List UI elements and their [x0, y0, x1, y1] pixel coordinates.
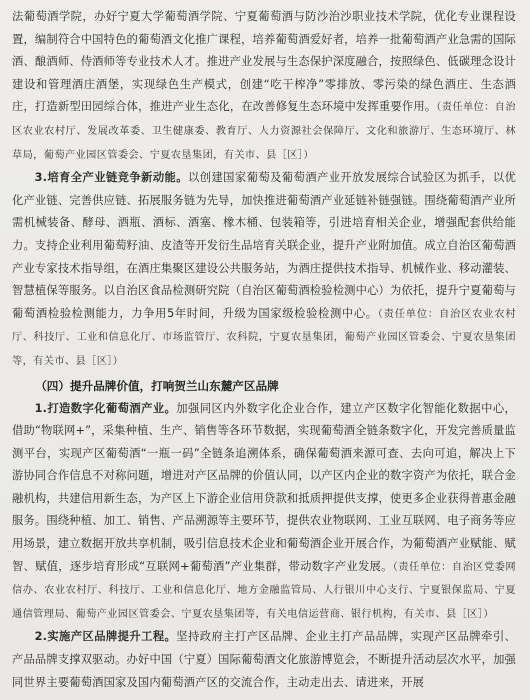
paragraph-body: 法葡萄酒学院，办好宁夏大学葡萄酒学院、宁夏葡萄酒与防沙治沙职业技术学院，优化专业课程设置，编制符合中国特色的葡萄酒文化推广课程，培养葡萄酒爱好者，培养一批葡萄酒产业急需的国际酒、酿酒师、侍酒师等专业技术人才。推进产业发展与生态保护深度融合，按照绿色、低碳理念设计建设和管理酒庄酒堡，实现绿色生产模式，创建“吃干榨净”零排放、零污染的绿色酒庄、生态酒庄，打造新型田园综合体，推进产业生态化，在改善修复生态环境中发挥重要作用。: [12, 10, 516, 114]
section-heading-brand-value: （四）提升品牌价值，打响贺兰山东麓产区品牌: [35, 378, 279, 393]
responsible-units: （责任单位：自治区农业农村厅、科技厅、工业和信息化厅、市场监管厅、农科院，宁夏农垦集团，葡萄产业园区管委会、宁夏农垦集团等，有关市、县［区］）: [12, 308, 517, 367]
paragraph-body: 坚持政府主打产区品牌、企业主打产品品牌，实现产区品牌牵引、产品品牌支撑双驱动。办好中国（宁夏）国际葡萄酒文化旅游博览会，不断提升活动层次水平，加强同世界主要葡萄酒国家及国内葡萄酒产区的交流合作，主动走出去、请进来，开展: [12, 630, 516, 689]
paragraph-lead: 1.打造数字化葡萄酒产业。: [34, 401, 177, 415]
paragraph-education-ecology: [12, 6, 516, 167]
paragraph-lead: 2.实施产区品牌提升工程。: [34, 630, 177, 644]
paragraph-digital-industry: [12, 398, 516, 627]
paragraph-body: 以创建国家葡萄及葡萄酒产业开放发展综合试验区为抓手，以优化产业链、完善供应链、拓展服务链为先导，加快推进葡萄酒产业延链补链强链。围绕葡萄酒产业所需机械装备、酵母、酒瓶、酒标、酒塞、橡木桶、包装箱等，引进培育相关企业，增强配套供给能力。支持企业利用葡萄籽油、皮渣等开发衍生品培育关联企业，提升产业附加值。成立自治区葡萄酒产业专家技术指导组，在酒庄集聚区建设公共服务站，为酒庄提供技术指导、机械作业、移动灌装、智慧植保等服务。以自治区食品检测研究院（自治区葡萄酒检验检测中心）为依托，提升宁夏葡萄与葡萄酒检验检测能力，力争用5年时间，升级为国家级检验检测中心。: [12, 171, 516, 320]
responsible-units: （责任单位：自治区农业农村厅、发展改革委、卫生健康委、教育厅、人力资源社会保障厅、文化和旅游厅、生态环境厅、林草局，葡萄产业园区管委会、宁夏农垦集团，有关市、县［区］）: [12, 102, 516, 161]
paragraph-lead: 3.培育全产业链竞争新动能。: [34, 171, 189, 185]
paragraph-brand-upgrade: [12, 626, 516, 694]
paragraph-body: 加强同区内外数字化企业合作，建立产区数字化智能化数据中心，借助“物联网+”，采集种植、生产、销售等各环节数据，实现葡萄酒全链条数字化，开发完善质量监测平台，实现产区葡萄酒“一瓶一码”全链条追溯体系，确保葡萄酒来源可查、去向可追，解决上下游协同合作信息不对称问题，增进对产区品牌的价值认同，以产区内企业的数字资产为依托，联合金融机构，共建信用新生态，为产区上下游企业信用贷款和抵质押提供支撑，使更多企业获得普惠金融服务。围绕种植、加工、销售、产品溯源等主要环节，提供农业物联网、工业互联网、电子商务等应用场景，建立数据开放共享机制，吸引信息技术企业和葡萄酒企业开展合作，为葡萄酒产业赋能、赋智、赋值，逐步培育形成“互联网+葡萄酒”产业集群，带动数字产业发展。: [12, 401, 516, 573]
responsible-units: （责任单位：自治区党委网信办、农业农村厅、科技厅、工业和信息化厅、地方金融监管局、人行银川中心支行、宁夏银保监局、宁夏通信管理局、葡萄产业园区管委会、宁夏农垦集团等，有关电信运营商、银行机构，有关市、县［区］）: [12, 561, 516, 620]
paragraph-industry-chain: [12, 167, 516, 373]
